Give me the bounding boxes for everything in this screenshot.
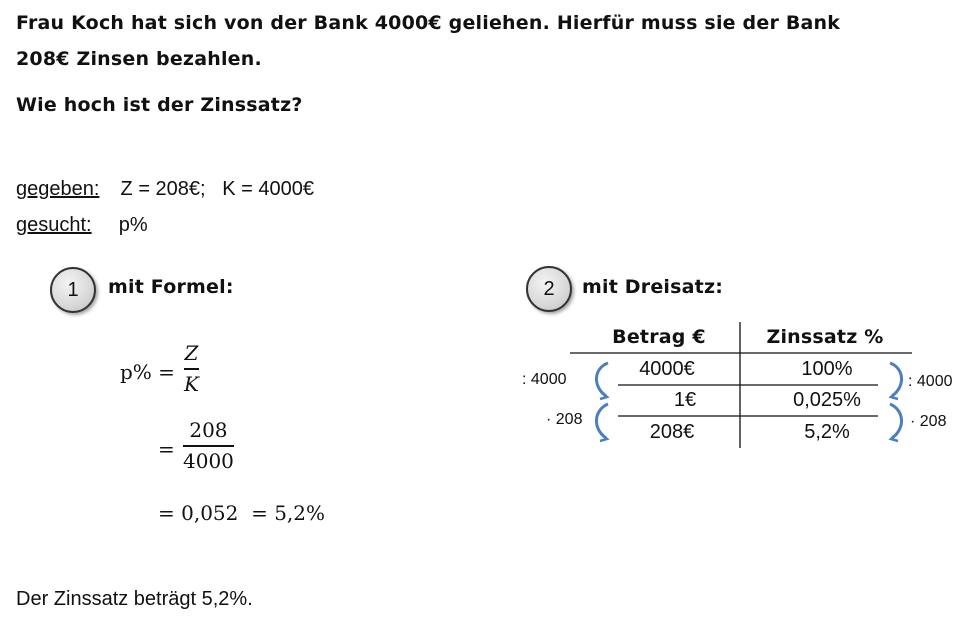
method-2-title: mit Dreisatz: <box>582 276 724 298</box>
left-bracket-arrows <box>588 360 614 444</box>
fraction-numerator: Z <box>184 341 199 365</box>
formula-result: = 0,052 = 5,2% <box>158 501 326 525</box>
dreisatz-cell-zins-2: 0,025% <box>793 389 861 411</box>
dreisatz-cell-betrag-3: 208€ <box>649 421 695 443</box>
task-line-1: Frau Koch hat sich von der Bank 4000€ geliehen. Hierfür muss sie der Bank <box>16 12 841 34</box>
wanted-label: gesucht: <box>16 214 92 236</box>
task-line-2: 208€ Zinsen bezahlen. <box>16 48 262 70</box>
dreisatz-cell-zins-3: 5,2% <box>804 421 850 443</box>
given-value: Z = 208€; K = 4000€ <box>120 178 315 200</box>
fraction-denominator: 4000 <box>183 448 234 473</box>
dreisatz-header-betrag: Betrag € <box>612 326 706 348</box>
task-question: Wie hoch ist der Zinssatz? <box>16 94 303 116</box>
answer-sentence: Der Zinssatz beträgt 5,2%. <box>16 588 253 610</box>
method-1-number-badge: 1 <box>50 267 96 313</box>
right-op-divide: : 4000 <box>908 373 953 390</box>
right-op-multiply: · 208 <box>910 413 947 430</box>
fraction-numerator: 208 <box>189 418 228 442</box>
left-op-multiply: · 208 <box>546 411 583 428</box>
method-2-number-badge: 2 <box>526 266 572 312</box>
method-1-title: mit Formel: <box>108 276 234 298</box>
given-label: gegeben: <box>16 178 100 200</box>
wanted-value: p% <box>118 214 148 236</box>
left-op-divide: : 4000 <box>522 371 567 388</box>
right-bracket-arrows <box>884 360 910 444</box>
formula-equals: = <box>158 437 175 461</box>
dreisatz-header-zinssatz: Zinssatz % <box>766 326 884 348</box>
fraction-denominator: K <box>184 371 199 396</box>
dreisatz-cell-zins-1: 100% <box>801 358 853 380</box>
dreisatz-cell-betrag-1: 4000€ <box>639 358 695 380</box>
formula-lhs: p% = <box>120 360 175 384</box>
dreisatz-cell-betrag-2: 1€ <box>673 389 697 411</box>
